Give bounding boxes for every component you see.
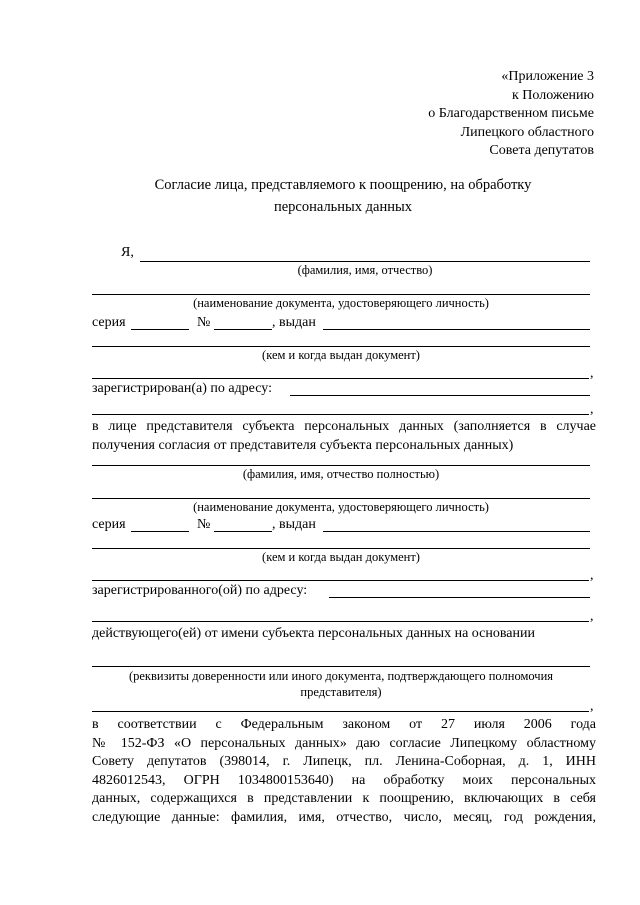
power-of-attorney-input-line[interactable] (92, 666, 590, 667)
comma: , (590, 699, 594, 714)
i-label: Я, (121, 245, 134, 260)
paragraph-line: в лице представителя субъекта персональных данных (заполняется в случае (92, 419, 596, 434)
number-label-2: № (197, 517, 211, 532)
number-input-line-2[interactable] (214, 531, 272, 532)
caption-document: (наименование документа, удостоверяющего личность) (193, 296, 489, 310)
caption-document-2: (наименование документа, удостоверяющего личность) (193, 500, 489, 514)
address-input-line-2[interactable] (329, 597, 590, 598)
issued-label: , выдан (272, 315, 316, 330)
comma: , (590, 366, 594, 381)
document-title (90, 174, 596, 218)
extra-input-line[interactable] (92, 378, 589, 379)
series-label: серия (92, 315, 126, 330)
appendix-line: к Положению (511, 87, 594, 103)
title-line: Согласие лица, представляемого к поощрению, на обработку (154, 177, 532, 193)
paragraph-line: 4826012543, ОГРН 1034800153640) на обработку моих персональных (92, 772, 596, 788)
paragraph-line: Совету депутатов (398014, г. Липецк, пл. Ленина-Соборная, д. 1, ИНН (92, 754, 596, 769)
caption-fio-full: (фамилия, имя, отчество полностью) (242, 467, 440, 481)
fio-input-line[interactable] (140, 261, 590, 262)
registered-label-2: зарегистрированного(ой) по адресу: (92, 583, 308, 598)
comma: , (590, 568, 594, 583)
series-label-2: серия (92, 517, 126, 532)
registered-label: зарегистрирован(а) по адресу: (92, 381, 272, 396)
representative-paragraph (92, 418, 596, 455)
issued-input-line-2[interactable] (323, 531, 590, 532)
appendix-line: Совета депутатов (489, 143, 594, 158)
rep-document-input-line[interactable] (92, 498, 590, 499)
caption-issued: (кем и когда выдан документ) (262, 348, 420, 362)
number-label: № (197, 315, 211, 330)
extra-input-line-2[interactable] (92, 580, 589, 581)
paragraph-line: данных, содержащихся в представлении к поощрению, включающих в себя (92, 791, 596, 806)
issued-by-input-line-2[interactable] (92, 548, 590, 549)
consent-paragraph (92, 716, 596, 827)
issued-input-line[interactable] (323, 329, 590, 330)
document-input-line[interactable] (92, 294, 590, 295)
appendix-line: о Благодарственном письме (428, 106, 594, 121)
series-input-line-2[interactable] (131, 531, 189, 532)
caption-power-line-1: (реквизиты доверенности или иного документа, подтверждающего полномочия (128, 669, 554, 683)
address-continued-line[interactable] (92, 414, 589, 415)
appendix-line: Липецкого областного (460, 124, 594, 140)
acting-label: действующего(ей) от имени субъекта персональных данных на основании (92, 626, 535, 641)
paragraph-line: № 152-ФЗ «О персональных данных» даю согласие Липецкому областному (92, 735, 596, 751)
power-continued-line[interactable] (92, 711, 589, 712)
comma: , (590, 402, 594, 417)
appendix-header (428, 68, 594, 161)
issued-label-2: , выдан (272, 517, 316, 532)
address-continued-line-2[interactable] (92, 621, 589, 622)
appendix-line: «Приложение 3 (501, 69, 594, 84)
paragraph-line: в соответствии с Федеральным законом от 27 июля 2006 года (92, 717, 596, 732)
paragraph-line: получения согласия от представителя субъекта персональных данных) (92, 437, 514, 453)
title-line: персональных данных (273, 199, 412, 215)
paragraph-line: следующие данные: фамилия, имя, отчество, число, месяц, год рождения, (92, 809, 596, 825)
address-input-line[interactable] (290, 395, 590, 396)
caption-power-line-2: представителя) (300, 685, 382, 699)
rep-fio-input-line[interactable] (92, 465, 590, 466)
caption-fio: (фамилия, имя, отчество) (297, 263, 433, 277)
comma: , (590, 609, 594, 624)
number-input-line[interactable] (214, 329, 272, 330)
issued-by-input-line[interactable] (92, 346, 590, 347)
caption-issued-2: (кем и когда выдан документ) (262, 550, 420, 564)
series-input-line[interactable] (131, 329, 189, 330)
